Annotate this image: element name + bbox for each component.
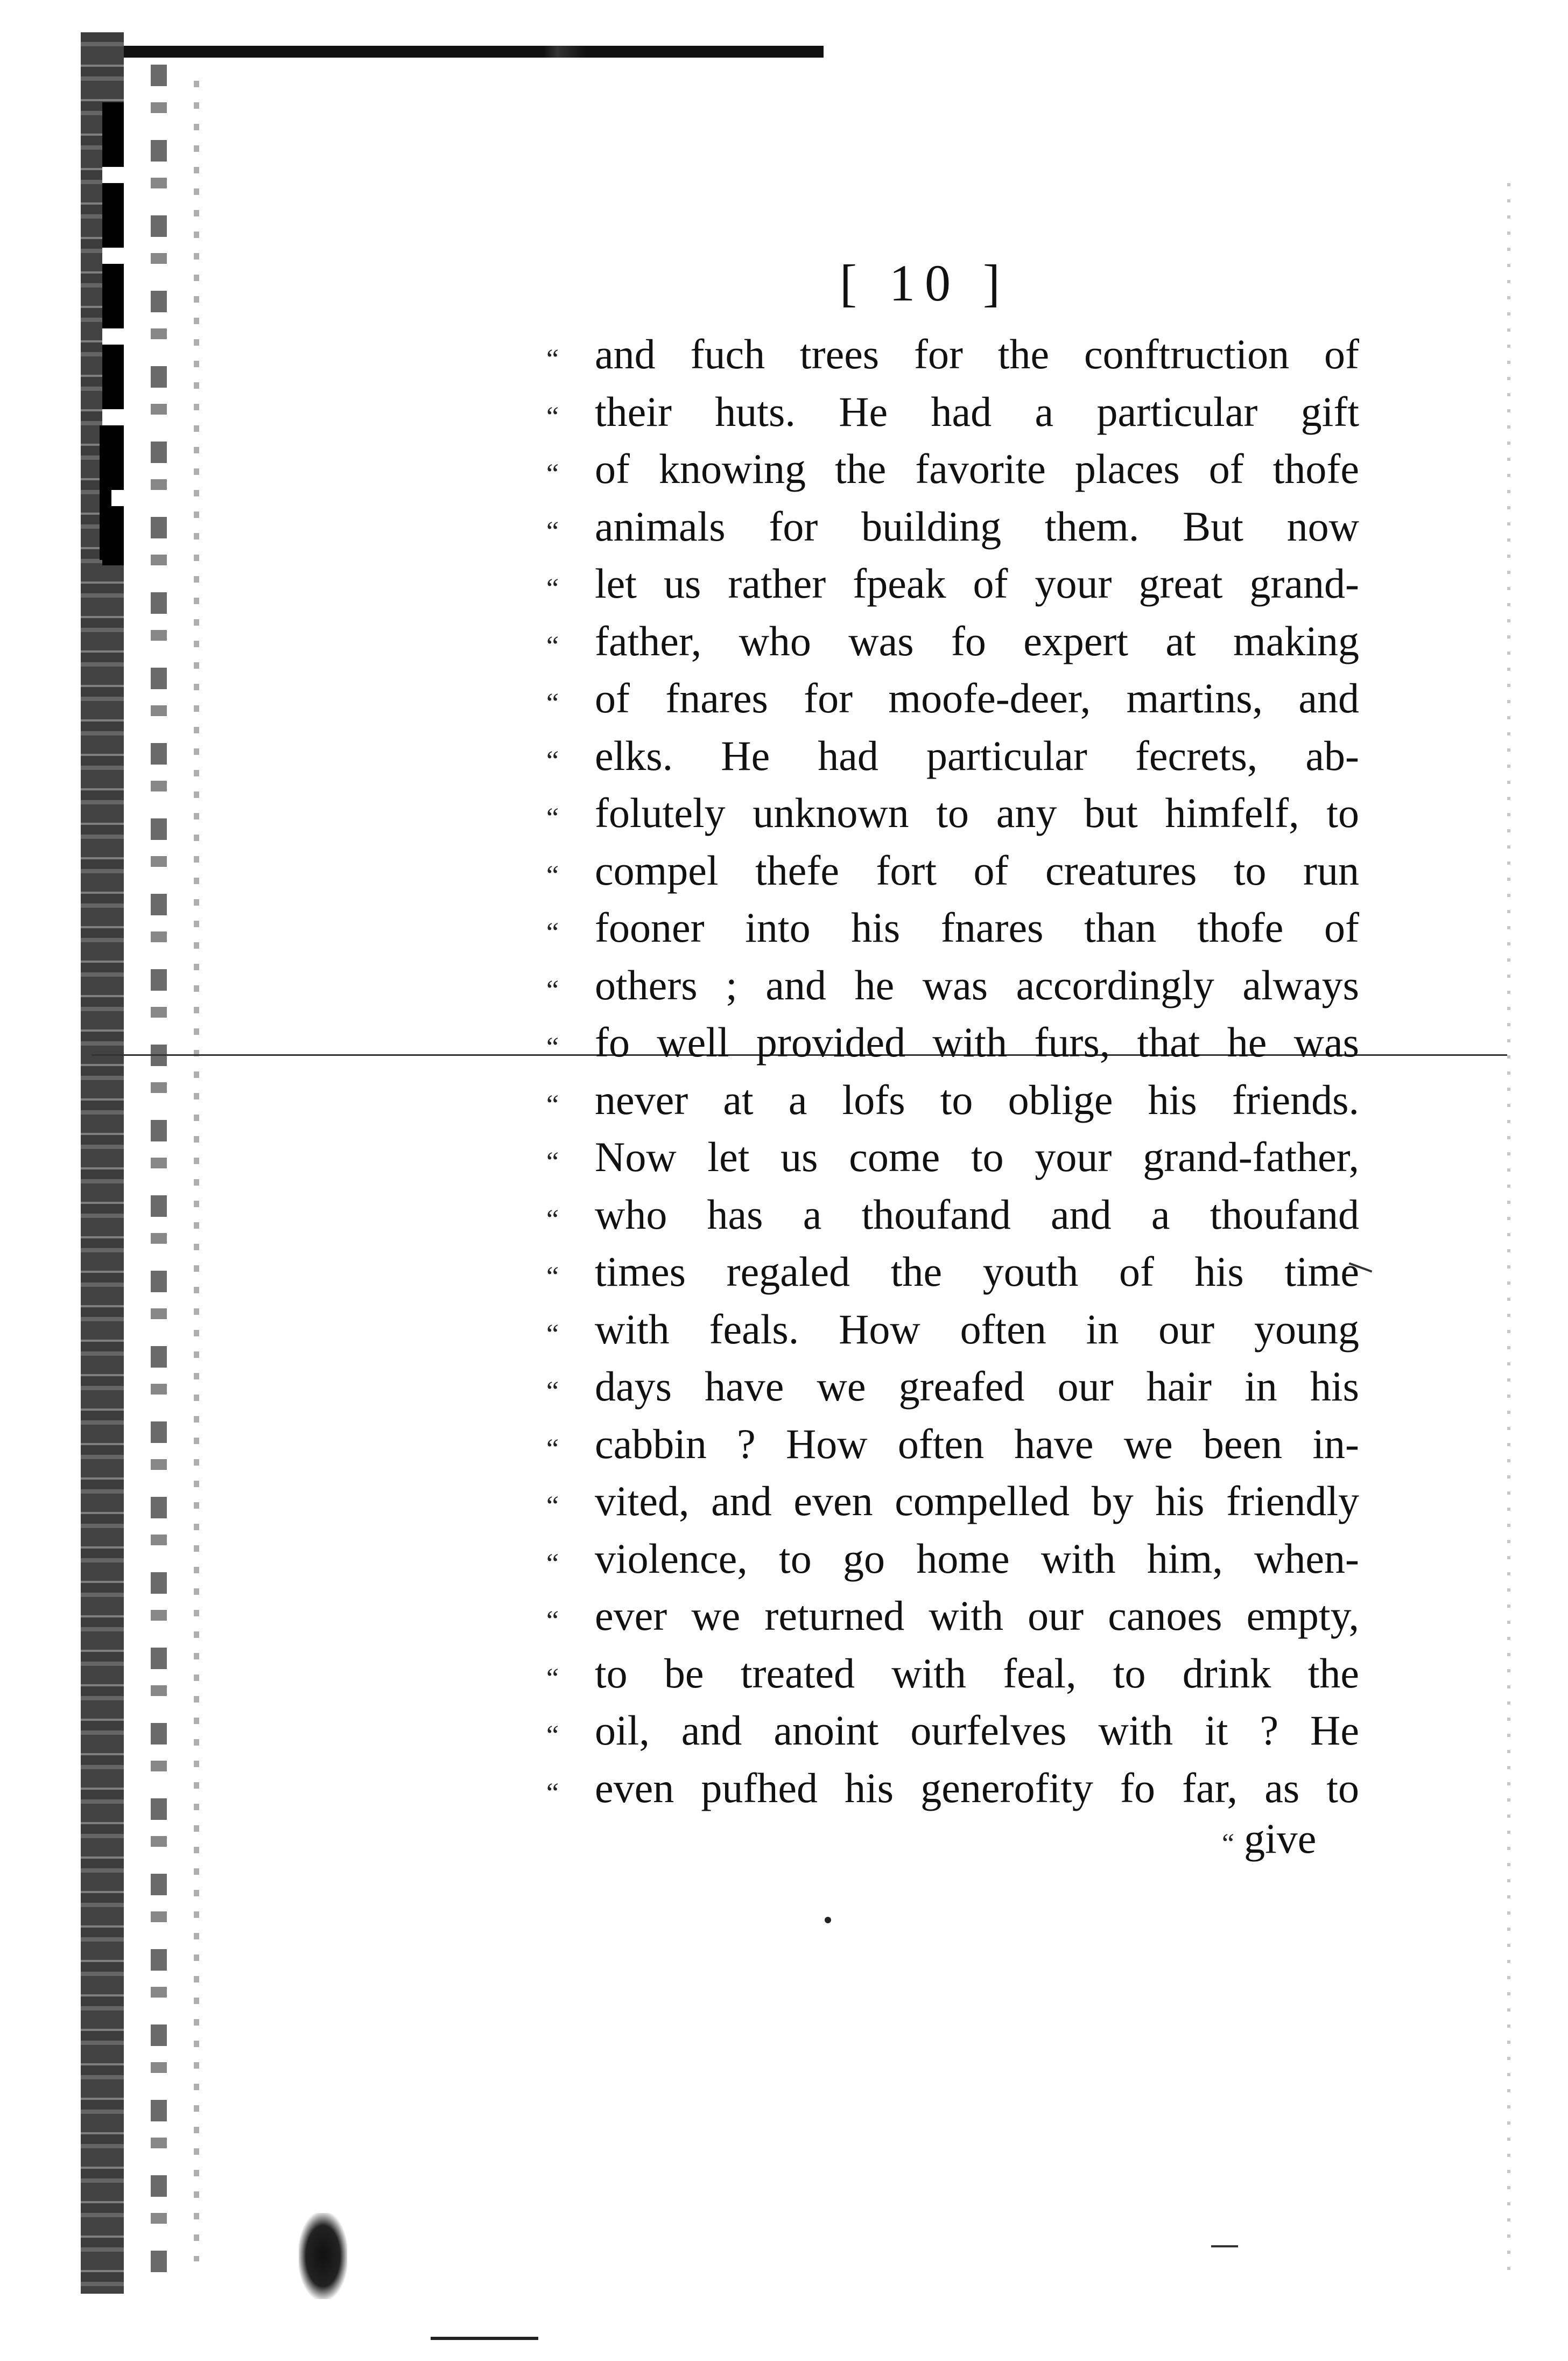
- text-line: [546, 1014, 1359, 1071]
- line-text: and fuch trees for the conftruction of: [595, 331, 1359, 377]
- line-text: of knowing the favorite places of thofe: [595, 445, 1359, 492]
- line-text: of fnares for moofe-deer, martins, and: [595, 675, 1359, 721]
- text-line: [546, 1760, 1359, 1817]
- body-text: [546, 326, 1359, 1817]
- quote-mark: “: [546, 1777, 559, 1809]
- line-text: who has a thoufand and a thoufand: [595, 1190, 1359, 1238]
- line-text: with feals. How often in our young: [595, 1305, 1359, 1353]
- line-text: even pufhed his generofity fo far, as to: [595, 1764, 1359, 1811]
- ink-speck: [825, 1917, 831, 1923]
- line-text: fo well provided with furs, that he was: [595, 1019, 1359, 1066]
- quote-mark: “: [546, 688, 559, 719]
- quote-mark: “: [546, 459, 559, 489]
- line-text: father, who was fo expert at making: [595, 617, 1359, 664]
- line-text: times regaled the youth of his time: [595, 1248, 1359, 1295]
- quote-mark: “: [546, 1720, 559, 1751]
- ink-dash: [1211, 2245, 1238, 2247]
- quote-mark: “: [546, 630, 559, 662]
- line-text: their huts. He had a particular gift: [595, 388, 1359, 435]
- text-line: [546, 899, 1359, 957]
- quote-mark: “: [546, 1032, 559, 1063]
- line-text: ever we returned with our canoes empty,: [595, 1592, 1359, 1639]
- line-text: folutely unknown to any but himfelf, to: [595, 789, 1359, 836]
- line-text: elks. He had particular fecrets, ab-: [595, 732, 1359, 779]
- text-line: [546, 1473, 1359, 1530]
- text-line: [546, 1530, 1359, 1588]
- line-text: vited, and even compelled by his friendly: [595, 1477, 1359, 1524]
- quote-mark: “: [546, 860, 559, 891]
- text-line: [546, 383, 1359, 441]
- quote-mark: “: [546, 1663, 559, 1694]
- text-line: [546, 613, 1359, 670]
- quote-mark: “: [546, 975, 559, 1006]
- line-text: let us rather fpeak of your great grand-: [595, 560, 1359, 607]
- text-line: [546, 1301, 1359, 1358]
- scan-right-edge: [1507, 183, 1510, 2283]
- catchword: [1222, 1814, 1316, 1863]
- text-line: [546, 1645, 1359, 1703]
- binding-shadow-edge: [194, 81, 199, 2261]
- quote-mark: “: [546, 1548, 559, 1579]
- line-text: fooner into his fnares than thofe of: [595, 904, 1359, 951]
- line-text: violence, to go home with him, when-: [595, 1535, 1359, 1582]
- text-line: [546, 842, 1359, 900]
- line-text: cabbin ? How often have we been in-: [595, 1420, 1359, 1467]
- quote-mark: “: [546, 1262, 559, 1292]
- quote-mark: “: [546, 745, 559, 776]
- text-line: [546, 957, 1359, 1014]
- text-line: [546, 1071, 1359, 1129]
- quote-mark: “: [546, 1147, 559, 1178]
- text-line: [546, 1358, 1359, 1416]
- quote-mark: “: [546, 1433, 559, 1465]
- quote-mark: “: [546, 1204, 559, 1235]
- quote-mark: “: [546, 401, 559, 432]
- text-line: [546, 1243, 1359, 1301]
- line-text: compel thefe fort of creatures to run: [595, 846, 1359, 894]
- text-line: [546, 670, 1359, 727]
- line-text: animals for building them. But now: [595, 502, 1359, 550]
- text-line: [546, 1587, 1359, 1645]
- line-text: others ; and he was accordingly always: [595, 961, 1359, 1008]
- quote-mark: “: [546, 1376, 559, 1407]
- scan-bottom-mark: [431, 2337, 538, 2340]
- binding-shadow-inner: [151, 65, 167, 2272]
- text-line: [546, 440, 1359, 498]
- quote-mark: “: [1222, 1828, 1235, 1859]
- text-line: [546, 1186, 1359, 1244]
- quote-mark: “: [546, 803, 559, 833]
- quote-mark: “: [546, 917, 559, 948]
- line-text: oil, and anoint ourfelves with it ? He: [595, 1707, 1359, 1754]
- scan-top-edge: [124, 46, 824, 58]
- page-number: [ 10 ]: [840, 254, 1010, 312]
- quote-mark: “: [546, 1319, 559, 1350]
- text-line: [546, 326, 1359, 383]
- line-text: Now let us come to your grand-father,: [595, 1133, 1359, 1180]
- text-line: [546, 727, 1359, 785]
- text-line: [546, 1702, 1359, 1760]
- quote-mark: “: [546, 573, 559, 604]
- quote-mark: “: [546, 1089, 559, 1120]
- quote-mark: “: [546, 516, 559, 547]
- quote-mark: “: [546, 1606, 559, 1636]
- text-line: [546, 1129, 1359, 1186]
- line-text: to be treated with feal, to drink the: [595, 1649, 1359, 1697]
- scan-left-mark-lower: [100, 425, 111, 560]
- ink-smudge: [299, 2213, 347, 2299]
- text-line: [546, 1416, 1359, 1473]
- quote-mark: “: [546, 344, 559, 375]
- line-text: days have we greafed our hair in his: [595, 1363, 1359, 1410]
- line-text: never at a lofs to oblige his friends.: [595, 1076, 1359, 1123]
- quote-mark: “: [546, 1491, 559, 1522]
- text-line: [546, 784, 1359, 842]
- text-line: [546, 555, 1359, 613]
- catchword-text: give: [1244, 1815, 1317, 1862]
- text-line: [546, 498, 1359, 556]
